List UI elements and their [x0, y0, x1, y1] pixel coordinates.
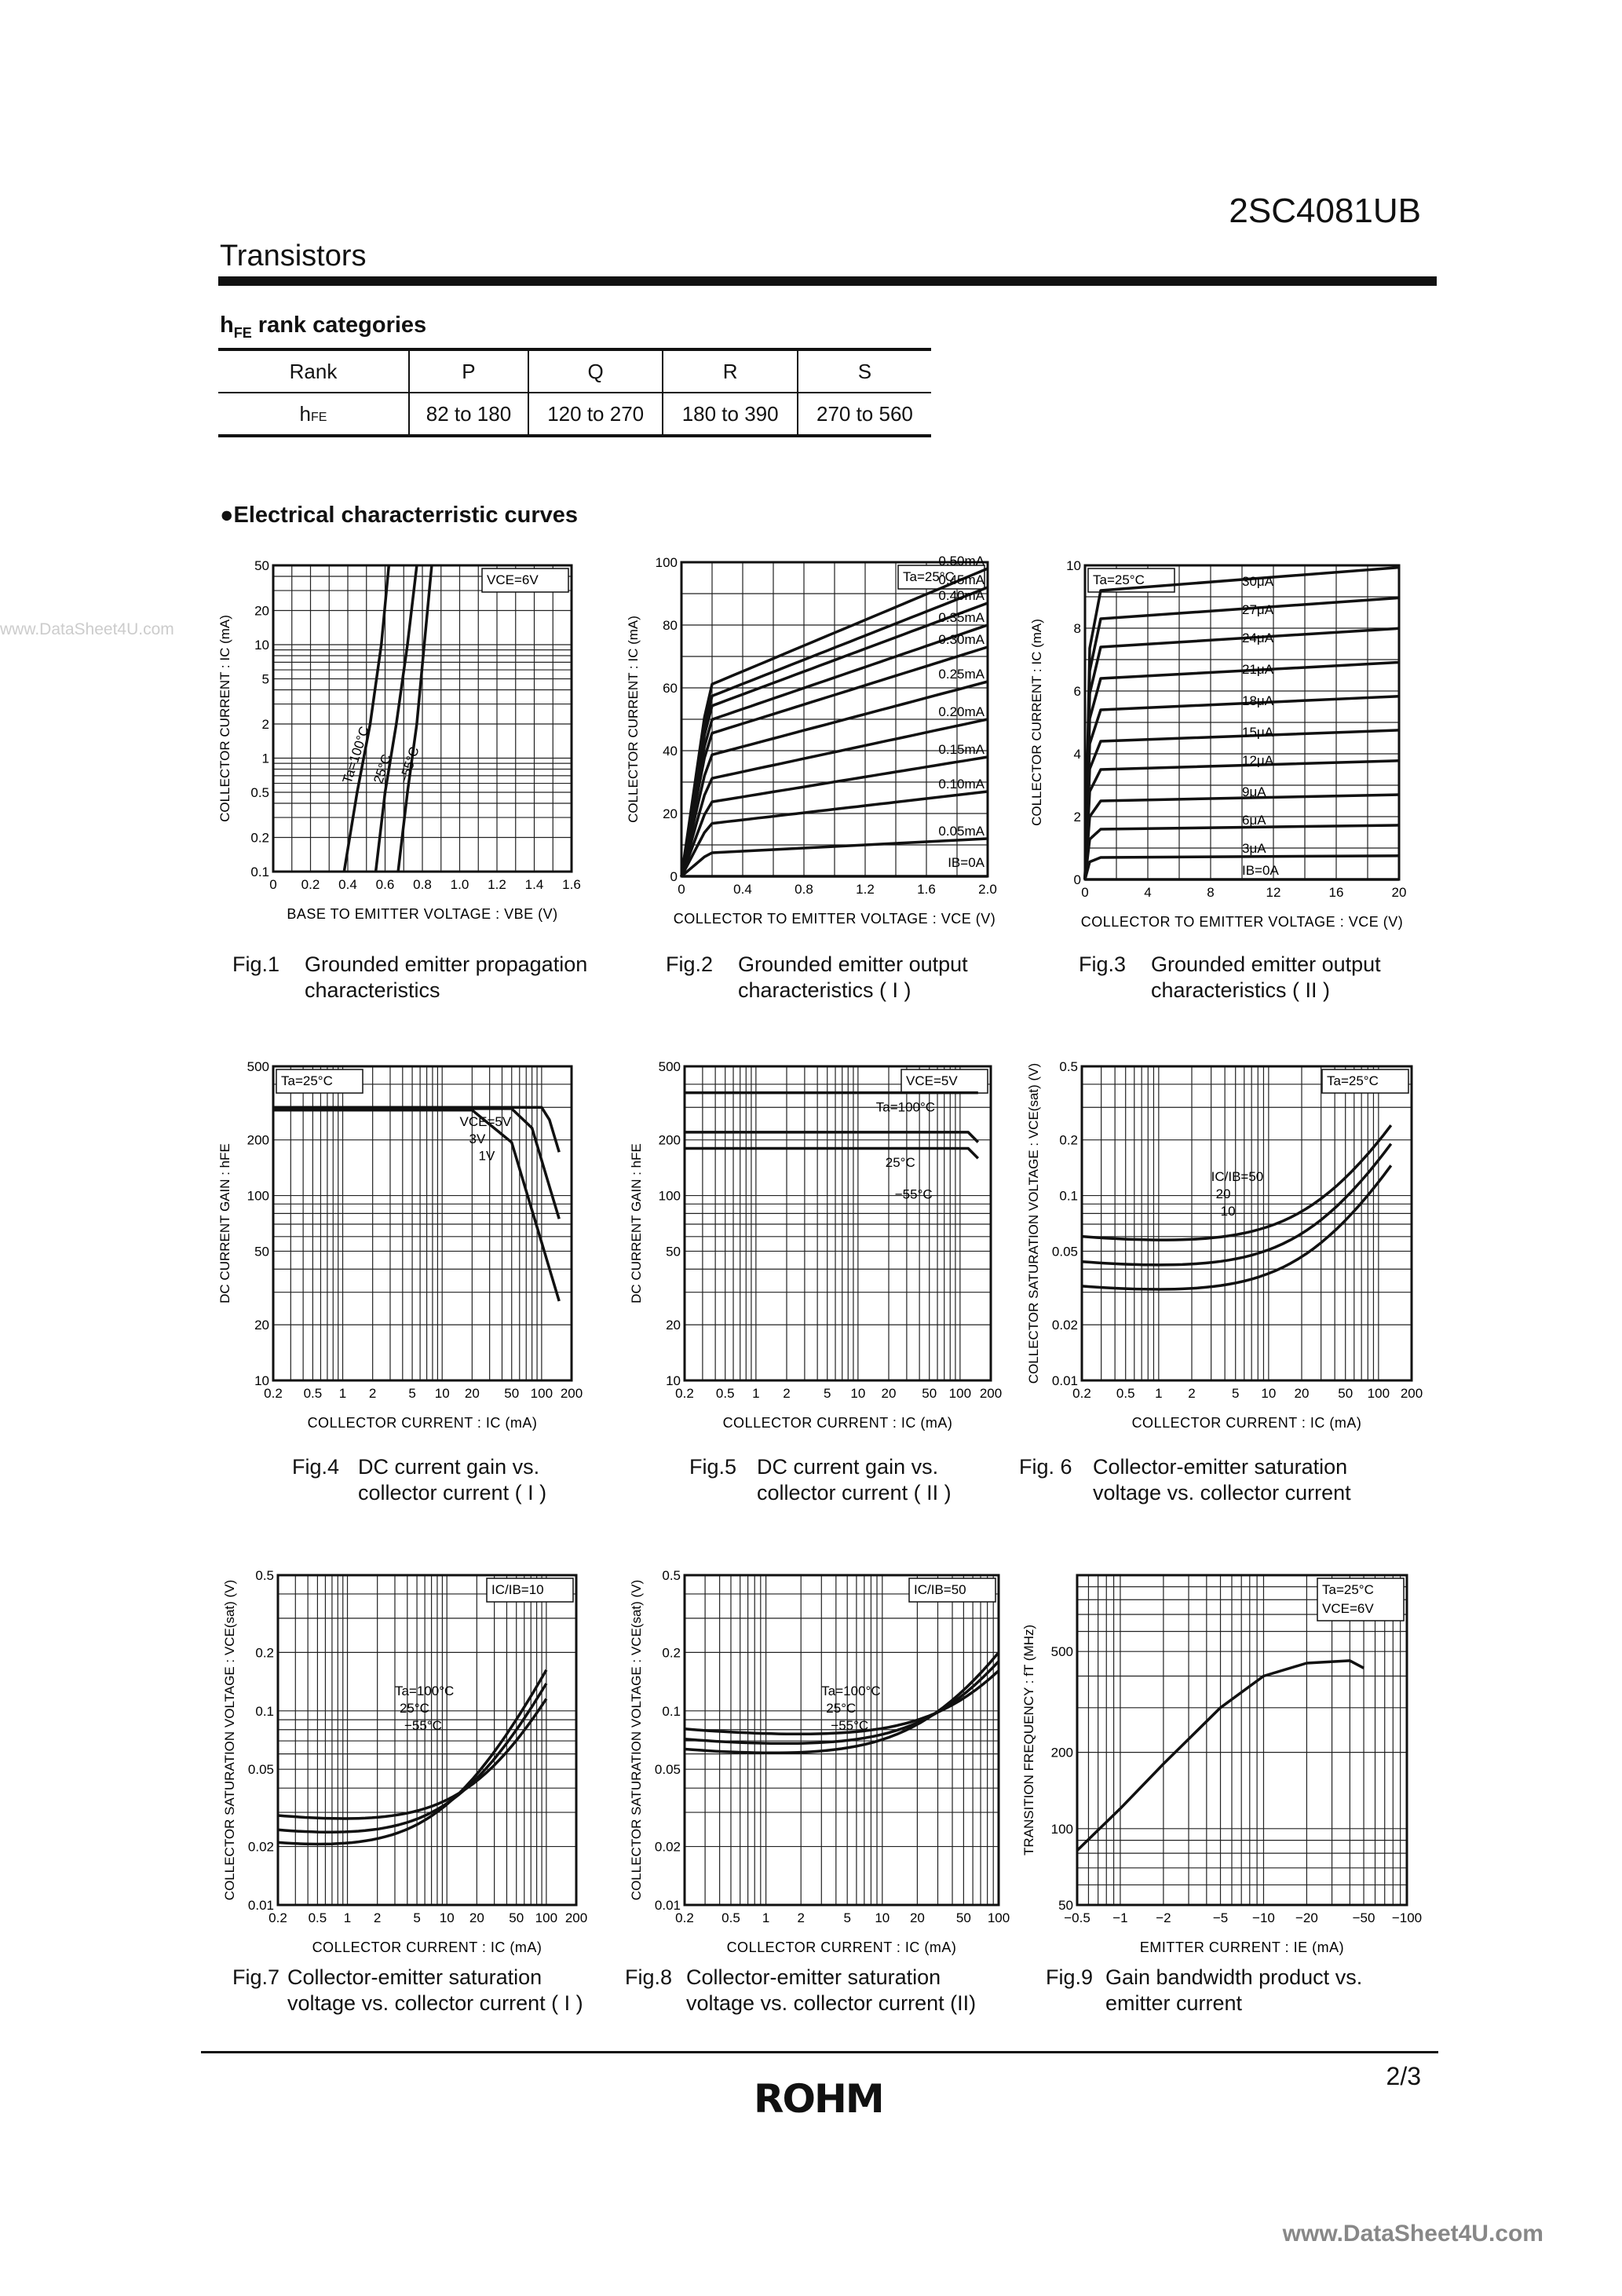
- plot-frame: [1077, 1575, 1407, 1905]
- series-label: 0.10mA: [938, 777, 985, 792]
- table-cell: 180 to 390: [663, 393, 797, 436]
- series-label: 0.35mA: [938, 610, 985, 625]
- y-tick-label: 500: [1050, 1644, 1073, 1660]
- x-tick-label: 50: [922, 1386, 937, 1401]
- section-title: Transistors: [220, 239, 367, 272]
- y-tick-label: 0.1: [1059, 1188, 1078, 1204]
- series-label: 27μA: [1242, 602, 1274, 617]
- x-tick-label: 1.4: [524, 877, 544, 892]
- plot-frame: [273, 1066, 572, 1380]
- y-tick-label: 0.01: [654, 1898, 681, 1913]
- annotation-text: VCE=6V: [1322, 1601, 1374, 1616]
- x-tick-label: 1.2: [856, 882, 875, 897]
- x-tick-label: 1.0: [450, 877, 469, 892]
- y-tick-label: 0: [1073, 872, 1081, 887]
- rohm-logo: ROHM: [754, 2076, 883, 2122]
- hfe-rank-table: [218, 348, 931, 437]
- annotation-text: Ta=25°C: [1093, 572, 1145, 587]
- x-tick-label: 0.5: [1116, 1386, 1135, 1401]
- x-tick-label: −10: [1252, 1910, 1275, 1925]
- series-label: 20: [1215, 1186, 1231, 1201]
- x-tick-label: 20: [909, 1910, 925, 1925]
- y-tick-label: 200: [1050, 1745, 1073, 1760]
- x-tick-label: 0.2: [264, 1386, 283, 1401]
- series-label: 6μA: [1242, 813, 1266, 828]
- hfe-heading: $h_{FE}$ rank categories: [220, 313, 427, 341]
- y-tick-label: 0: [670, 869, 678, 884]
- x-tick-label: 100: [987, 1910, 1010, 1925]
- series-label: 0.25mA: [938, 667, 985, 682]
- series-label: 0.40mA: [938, 588, 985, 603]
- x-tick-label: 0: [1081, 885, 1089, 900]
- fig7-caption: Fig.7 Collector-emitter saturation voltage vs. collector current ( I ): [232, 1965, 583, 2015]
- series-line: [398, 565, 432, 872]
- fig5-chart: [620, 1052, 1013, 1449]
- y-tick-label: 0.5: [662, 1568, 681, 1583]
- fig9-chart: [1021, 1563, 1429, 1959]
- x-tick-label: 8: [1207, 885, 1215, 900]
- x-tick-label: 20: [1294, 1386, 1310, 1401]
- y-tick-label: 0.5: [250, 784, 269, 800]
- x-tick-label: 5: [408, 1386, 416, 1401]
- x-tick-label: 2: [1188, 1386, 1196, 1401]
- y-tick-label: 20: [254, 603, 269, 619]
- x-tick-label: 4: [1144, 885, 1152, 900]
- x-axis-label: COLLECTOR CURRENT : IC (mA): [726, 1940, 957, 1955]
- series-line: [1082, 1165, 1391, 1289]
- x-tick-label: 0: [678, 882, 685, 897]
- annotation-text: Ta=25°C: [281, 1073, 333, 1088]
- series-label: Ta=100°C: [821, 1684, 881, 1699]
- series-label: 10: [1220, 1203, 1236, 1219]
- y-axis-label: DC CURRENT GAIN : hFE: [629, 1143, 644, 1303]
- y-tick-label: 5: [261, 671, 269, 687]
- x-tick-label: 5: [843, 1910, 851, 1925]
- x-tick-label: −20: [1295, 1910, 1318, 1925]
- table-cell: Q: [528, 349, 663, 393]
- series-line: [278, 1699, 546, 1819]
- x-tick-label: 0.4: [733, 882, 752, 897]
- x-tick-label: 0.8: [413, 877, 432, 892]
- y-axis-label: DC CURRENT GAIN : hFE: [217, 1143, 232, 1303]
- x-tick-label: 1: [338, 1386, 347, 1401]
- fig9-caption: Fig.9 Gain bandwidth product vs. emitter current: [1046, 1965, 1363, 2015]
- y-tick-label: 0.01: [1051, 1373, 1078, 1388]
- y-tick-label: 4: [1073, 747, 1081, 762]
- y-tick-label: 0.2: [255, 1645, 274, 1661]
- y-tick-label: 50: [666, 1244, 681, 1260]
- series-label: 0.15mA: [938, 742, 985, 757]
- x-tick-label: 0.2: [675, 1910, 694, 1925]
- x-tick-label: −1: [1112, 1910, 1128, 1925]
- footer-rule: [201, 2051, 1438, 2053]
- x-tick-label: −0.5: [1064, 1910, 1090, 1925]
- x-tick-label: 20: [469, 1910, 484, 1925]
- annotation-text: Ta=25°C: [1322, 1582, 1374, 1597]
- x-tick-label: 50: [1338, 1386, 1353, 1401]
- y-tick-label: 10: [1066, 558, 1081, 573]
- x-tick-label: 5: [413, 1910, 421, 1925]
- series-label: −55°C: [396, 744, 422, 786]
- series-label: 0.20mA: [938, 704, 985, 719]
- y-tick-label: 2: [261, 717, 269, 733]
- x-tick-label: 100: [535, 1910, 558, 1925]
- annotation-text: VCE=5V: [906, 1073, 958, 1088]
- x-tick-label: 200: [564, 1910, 588, 1925]
- x-tick-label: 0.5: [308, 1910, 327, 1925]
- series-line: [273, 1109, 559, 1219]
- y-tick-label: 10: [254, 638, 269, 653]
- x-axis-label: COLLECTOR TO EMITTER VOLTAGE : VCE (V): [673, 911, 996, 927]
- x-tick-label: 1.6: [917, 882, 936, 897]
- y-tick-label: 6: [1073, 684, 1081, 699]
- y-tick-label: 20: [663, 806, 678, 821]
- series-label: Ta=100°C: [394, 1684, 455, 1699]
- x-tick-label: 2: [783, 1386, 791, 1401]
- y-tick-label: 50: [254, 1244, 269, 1260]
- x-tick-label: 20: [1391, 885, 1407, 900]
- x-tick-label: 0.2: [675, 1386, 694, 1401]
- x-tick-label: 2: [368, 1386, 377, 1401]
- series-label: Ta=100°C: [339, 724, 372, 786]
- series-label: −55°C: [404, 1718, 442, 1734]
- x-tick-label: 100: [530, 1386, 553, 1401]
- x-tick-label: 20: [881, 1386, 897, 1401]
- series-label: 0.45mA: [938, 572, 985, 587]
- fig2-caption: Fig.2 Grounded emitter output characteristics ( I ): [666, 952, 968, 1002]
- series-label: VCE=5V: [459, 1114, 512, 1130]
- x-tick-label: 50: [955, 1910, 971, 1925]
- series-label: −55°C: [831, 1718, 869, 1734]
- y-tick-label: 0.5: [1059, 1059, 1078, 1074]
- annotation-text: VCE=6V: [487, 572, 539, 587]
- x-tick-label: 0.5: [303, 1386, 323, 1401]
- x-tick-label: 0.5: [715, 1386, 735, 1401]
- series-line: [376, 565, 417, 872]
- x-tick-label: 1.6: [562, 877, 581, 892]
- x-tick-label: 10: [439, 1910, 455, 1925]
- y-axis-label: TRANSITION FREQUENCY : fT (MHz): [1021, 1624, 1036, 1856]
- fig3-caption: Fig.3 Grounded emitter output characteristics ( II ): [1079, 952, 1381, 1002]
- y-tick-label: 0.05: [247, 1762, 274, 1778]
- y-axis-label: COLLECTOR SATURATION VOLTAGE : VCE(sat) (V): [222, 1579, 237, 1901]
- plot-frame: [1082, 1066, 1412, 1380]
- series-label: IC/IB=50: [1211, 1168, 1264, 1184]
- annotation-text: Ta=25°C: [1327, 1073, 1379, 1088]
- y-tick-label: 200: [247, 1132, 269, 1148]
- fig1-chart: [206, 550, 598, 946]
- series-label: IB=0A: [948, 855, 985, 870]
- y-axis-label: COLLECTOR SATURATION VOLTAGE : VCE(sat) (V): [629, 1579, 644, 1901]
- x-tick-label: 10: [1261, 1386, 1277, 1401]
- x-tick-label: 10: [875, 1910, 890, 1925]
- series-label: 18μA: [1242, 693, 1274, 708]
- curves-heading: ●Electrical characterristic curves: [220, 503, 579, 528]
- fig5-caption: Fig.5 DC current gain vs. collector current ( II ): [689, 1455, 952, 1504]
- x-tick-label: 5: [1231, 1386, 1240, 1401]
- y-tick-label: 2: [1073, 810, 1081, 824]
- y-tick-label: 100: [655, 555, 678, 570]
- x-tick-label: 1: [343, 1910, 352, 1925]
- y-tick-label: 50: [254, 558, 269, 573]
- series-label: 25°C: [885, 1154, 915, 1170]
- annotation-text: IC/IB=10: [491, 1582, 544, 1597]
- fig4-chart: [206, 1052, 598, 1449]
- series-label: 9μA: [1242, 784, 1266, 799]
- annotation-text: IC/IB=50: [914, 1582, 966, 1597]
- series-line: [273, 1110, 559, 1301]
- series-label: 25°C: [399, 1701, 429, 1717]
- x-tick-label: −2: [1156, 1910, 1171, 1925]
- x-tick-label: 0.2: [269, 1910, 287, 1925]
- x-axis-label: COLLECTOR TO EMITTER VOLTAGE : VCE (V): [1080, 914, 1404, 930]
- page-number: 2/3: [1386, 2062, 1421, 2090]
- y-tick-label: 0.02: [1051, 1318, 1078, 1333]
- table-cell: 82 to 180: [409, 393, 528, 436]
- table-cell: hFE: [218, 393, 409, 436]
- x-tick-label: −50: [1352, 1910, 1375, 1925]
- series-label: 0.50mA: [938, 554, 985, 569]
- series-line: [685, 1149, 978, 1159]
- x-tick-label: 10: [850, 1386, 866, 1401]
- x-tick-label: 5: [823, 1386, 831, 1401]
- y-axis-label: COLLECTOR CURRENT : IC (mA): [217, 615, 232, 822]
- y-tick-label: 100: [247, 1188, 269, 1204]
- x-tick-label: 0.5: [721, 1910, 740, 1925]
- x-tick-label: 1: [1155, 1386, 1163, 1401]
- x-axis-label: COLLECTOR CURRENT : IC (mA): [307, 1415, 538, 1431]
- x-tick-label: 2: [373, 1910, 382, 1925]
- y-tick-label: 500: [247, 1059, 269, 1074]
- y-tick-label: 100: [1050, 1821, 1073, 1837]
- x-tick-label: 1: [762, 1910, 770, 1925]
- x-axis-label: COLLECTOR CURRENT : IC (mA): [312, 1940, 542, 1955]
- y-tick-label: 200: [658, 1132, 681, 1148]
- x-tick-label: 2.0: [978, 882, 997, 897]
- plot-frame: [278, 1575, 576, 1905]
- y-tick-label: 80: [663, 618, 678, 633]
- fig3-chart: [1028, 550, 1421, 946]
- x-tick-label: 0.2: [301, 877, 320, 892]
- y-tick-label: 0.05: [654, 1762, 681, 1778]
- y-tick-label: 40: [663, 744, 678, 759]
- y-tick-label: 0.5: [255, 1568, 274, 1583]
- y-tick-label: 20: [666, 1318, 681, 1333]
- x-axis-label: BASE TO EMITTER VOLTAGE : VBE (V): [287, 906, 558, 922]
- series-label: 24μA: [1242, 631, 1274, 645]
- fig4-caption: Fig.4 DC current gain vs. collector current ( I ): [292, 1455, 547, 1504]
- series-label: 0.30mA: [938, 632, 985, 647]
- x-tick-label: −100: [1391, 1910, 1423, 1925]
- x-tick-label: 12: [1266, 885, 1281, 900]
- y-tick-label: 500: [658, 1059, 681, 1074]
- watermark-left: www.DataSheet4U.com: [0, 620, 174, 638]
- y-axis-label: COLLECTOR CURRENT : IC (mA): [626, 616, 641, 823]
- y-tick-label: 1: [261, 751, 269, 766]
- fig1-caption: Fig.1 Grounded emitter propagation characteristics: [232, 952, 588, 1002]
- x-tick-label: 1.2: [488, 877, 506, 892]
- series-label: 1V: [478, 1148, 495, 1164]
- fig6-caption: Fig. 6 Collector-emitter saturation voltage vs. collector current: [1019, 1455, 1351, 1504]
- x-axis-label: COLLECTOR CURRENT : IC (mA): [722, 1415, 953, 1431]
- x-tick-label: 200: [560, 1386, 583, 1401]
- series-label: 3V: [469, 1131, 486, 1146]
- table-cell: 120 to 270: [528, 393, 663, 436]
- series-label: 21μA: [1242, 662, 1274, 677]
- y-tick-label: 20: [254, 1318, 269, 1333]
- y-tick-label: 0.01: [247, 1898, 274, 1913]
- y-tick-label: 0.2: [250, 830, 269, 846]
- series-label: 25°C: [826, 1701, 857, 1717]
- series-label: −55°C: [894, 1186, 933, 1202]
- x-axis-label: EMITTER CURRENT : IE (mA): [1139, 1940, 1345, 1955]
- series-label: IB=0A: [1242, 863, 1279, 878]
- y-tick-label: 50: [1058, 1898, 1073, 1913]
- y-tick-label: 0.02: [247, 1839, 274, 1855]
- x-tick-label: 0.4: [338, 877, 357, 892]
- y-tick-label: 100: [658, 1188, 681, 1204]
- x-axis-label: COLLECTOR CURRENT : IC (mA): [1131, 1415, 1362, 1431]
- table-cell: R: [663, 349, 797, 393]
- table-cell: P: [409, 349, 528, 393]
- y-axis-label: COLLECTOR SATURATION VOLTAGE : VCE(sat) (V): [1026, 1062, 1041, 1384]
- fig2-chart: [620, 542, 1013, 938]
- fig8-caption: Fig.8 Collector-emitter saturation voltage vs. collector current (II): [625, 1965, 977, 2015]
- y-tick-label: 0.02: [654, 1839, 681, 1855]
- table-row: [218, 393, 931, 436]
- series-label: Ta=100°C: [875, 1099, 936, 1115]
- x-tick-label: 20: [464, 1386, 480, 1401]
- x-tick-label: 50: [509, 1910, 524, 1925]
- fig8-chart: [620, 1563, 1028, 1959]
- x-tick-label: 200: [979, 1386, 1003, 1401]
- plot-frame: [685, 1066, 991, 1380]
- y-tick-label: 0.1: [255, 1703, 274, 1719]
- y-tick-label: 0.1: [662, 1703, 681, 1719]
- series-label: 15μA: [1242, 725, 1274, 740]
- series-label: 0.05mA: [938, 824, 985, 839]
- series-label: 30μA: [1242, 574, 1274, 589]
- x-tick-label: 100: [1367, 1386, 1390, 1401]
- x-tick-label: −5: [1212, 1910, 1229, 1925]
- series-label: 25°C: [371, 752, 395, 786]
- y-tick-label: 0.2: [1059, 1132, 1078, 1148]
- table-cell: Rank: [218, 349, 409, 393]
- y-tick-label: 8: [1073, 621, 1081, 636]
- y-tick-label: 60: [663, 681, 678, 696]
- table-cell: S: [798, 349, 931, 393]
- table-row: [218, 349, 931, 393]
- x-tick-label: 10: [434, 1386, 450, 1401]
- x-tick-label: 0.6: [375, 877, 395, 892]
- series-label: 3μA: [1242, 841, 1266, 856]
- x-tick-label: 0.2: [1072, 1386, 1091, 1401]
- y-tick-label: 0.1: [250, 865, 269, 879]
- x-tick-label: 16: [1328, 885, 1344, 900]
- y-tick-label: 10: [254, 1373, 269, 1388]
- x-tick-label: 200: [1400, 1386, 1423, 1401]
- fig7-chart: [206, 1563, 614, 1959]
- x-tick-label: 0: [269, 877, 277, 892]
- annotation-text: Ta=25°C: [903, 569, 955, 584]
- series-label: 12μA: [1242, 753, 1274, 768]
- y-tick-label: 0.05: [1051, 1244, 1078, 1260]
- series-line: [685, 1132, 978, 1143]
- x-tick-label: 1: [752, 1386, 760, 1401]
- x-tick-label: 100: [948, 1386, 972, 1401]
- y-tick-label: 0.2: [662, 1645, 681, 1661]
- header-rule: [218, 276, 1437, 286]
- watermark-bottom: www.DataSheet4U.com: [1282, 2221, 1543, 2247]
- x-tick-label: 2: [797, 1910, 805, 1925]
- part-number: 2SC4081UB: [1229, 192, 1421, 230]
- x-tick-label: 50: [504, 1386, 520, 1401]
- y-tick-label: 10: [666, 1373, 681, 1388]
- x-tick-label: 0.8: [795, 882, 813, 897]
- y-axis-label: COLLECTOR CURRENT : IC (mA): [1029, 619, 1044, 826]
- table-cell: 270 to 560: [798, 393, 931, 436]
- fig6-chart: [1021, 1052, 1429, 1449]
